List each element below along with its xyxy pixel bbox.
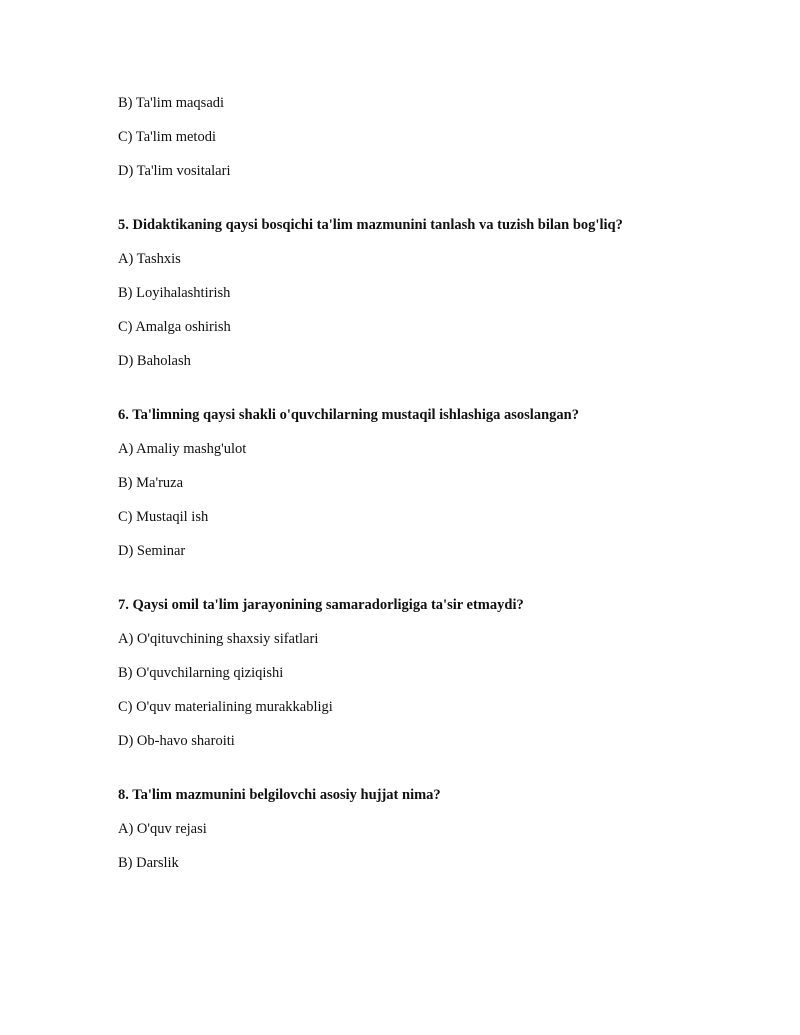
question-5-option-c: C) Amalga oshirish	[118, 319, 231, 335]
option-c-previous-question: C) Ta'lim metodi	[118, 129, 216, 145]
question-8-option-a: A) O'quv rejasi	[118, 821, 207, 837]
question-7-option-b: B) O'quvchilarning qiziqishi	[118, 665, 284, 681]
document-content	[118, 93, 718, 887]
question-6-option-d: D) Seminar	[118, 543, 186, 559]
question-8: 8. Ta'lim mazmunini belgilovchi asosiy hujjat nima?	[118, 787, 441, 803]
question-6-option-c: C) Mustaqil ish	[118, 509, 209, 525]
question-7: 7. Qaysi omil ta'lim jarayonining samaradorligiga ta'sir etmaydi?	[118, 597, 524, 613]
question-5-option-d: D) Baholash	[118, 353, 191, 369]
option-b-previous-question: B) Ta'lim maqsadi	[118, 95, 225, 111]
question-8-option-b: B) Darslik	[118, 855, 179, 871]
question-7-option-a: A) O'qituvchining shaxsiy sifatlari	[118, 631, 319, 647]
question-6: 6. Ta'limning qaysi shakli o'quvchilarning mustaqil ishlashiga asoslangan?	[118, 407, 579, 423]
question-6-option-a: A) Amaliy mashg'ulot	[118, 441, 247, 457]
question-7-option-d: D) Ob-havo sharoiti	[118, 733, 235, 749]
option-d-previous-question: D) Ta'lim vositalari	[118, 163, 231, 179]
question-6-option-b: B) Ma'ruza	[118, 475, 184, 491]
question-5: 5. Didaktikaning qaysi bosqichi ta'lim mazmunini tanlash va tuzish bilan bog'liq?	[118, 217, 623, 233]
question-7-option-c: C) O'quv materialining murakkabligi	[118, 699, 333, 715]
question-5-option-b: B) Loyihalashtirish	[118, 285, 231, 301]
question-5-option-a: A) Tashxis	[118, 251, 181, 267]
